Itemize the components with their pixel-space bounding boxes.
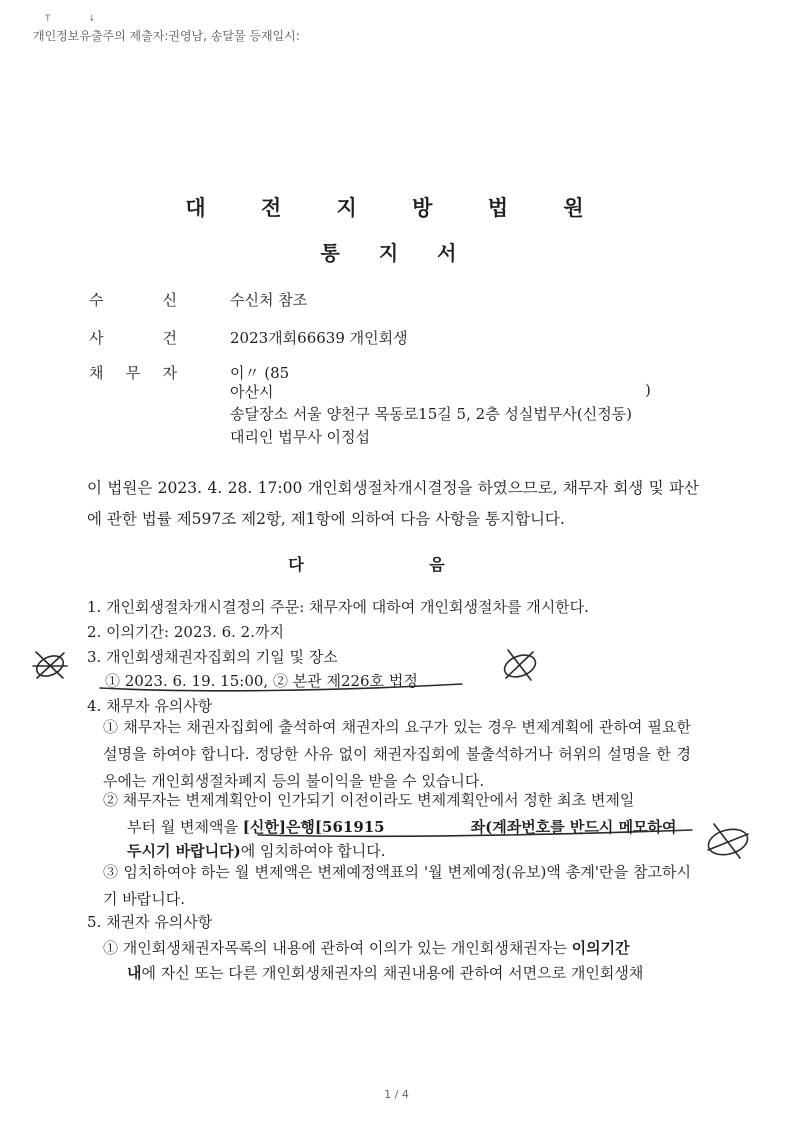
debtor-name: 이〃 (85 [230,364,290,382]
list-item-5-1-line2 [127,962,643,983]
text-segment: 에 자신 또는 다른 개인회생채권자의 채권내용에 관하여 서면으로 개인회생채 [141,964,644,982]
intro-paragraph: 이 법원은 2023. 4. 28. 17:00 개인회생절차개시결정을 하였으므로, 채무자 회생 및 파산에 관한 법률 제597조 제2항, 제1항에 의하여 다음 사항을 통지합니다. [87,479,699,528]
account-note: 좌(계좌번호를 반드시 메모하여 [470,818,677,836]
text-segment: 에 임치하여야 합니다. [240,842,386,860]
pen-star-doodle [706,824,751,859]
list-item-4-2-line2 [127,816,677,837]
document-title: 통 지 서 [320,241,473,265]
list-item-2: 2. 이의기간: 2023. 6. 2.까지 [87,623,284,641]
bank-account: [신한]은행[561915 [242,818,385,836]
list-item-1: 1. 개인회생절차개시결정의 주문: 채무자에 대하여 개인회생절차를 개시한다. [87,598,589,616]
case-value: 2023개회66639 개인회생 [230,329,408,347]
list-item-4-1: ① 채무자는 채권자집회에 출석하여 채권자의 요구가 있는 경우 변제계획에 관하여 필요한 설명을 하여야 합니다. 정당한 사유 없이 채권자집회에 불출석하거나 허위의 설명을 한 경우에는 개인회생절차폐지 등의 불이익을 받을 수 있습니다. [103,718,691,790]
agent-name: 대리인 법무사 이정섭 [230,428,370,446]
list-item-4: 4. 채무자 유의사항 [87,697,213,715]
recipient-label [89,289,177,310]
page-number: 1 / 4 [384,1088,409,1101]
scan-tick-mark: T [45,14,51,24]
debtor-label [89,362,177,383]
label-char: 신 [162,291,177,309]
list-item-3: 3. 개인회생채권자집회의 기일 및 장소 [87,648,338,666]
label-char: 사 [89,329,104,347]
emphasis: 이의기간 [571,939,630,957]
text-segment: 부터 월 변제액을 [127,818,243,836]
pen-star-doodle [502,650,539,681]
label-char: 무 [125,364,141,382]
label-char: 채 [89,364,104,382]
list-item-5: 5. 채권자 유의사항 [87,913,213,931]
account-note-end: 두시기 바랍니다) [127,842,241,860]
label-char: 수 [89,291,104,309]
court-name: 대 전 지 방 법 원 [185,196,608,220]
list-item-4-2-line1: ② 채무자는 변제계획안이 인가되기 이전이라도 변제계획안에서 정한 최초 변제일 [103,791,635,809]
service-address: 송달장소 서울 양천구 목동로15길 5, 2층 성실법무사(신정동) [230,405,633,423]
debtor-address: 아산시 [230,383,274,401]
list-item-3-detail: ① 2023. 6. 19. 15:00, ② 본관 제226호 법정 [105,672,418,690]
case-label [89,327,177,348]
list-item-4-3: ③ 임치하여야 하는 월 변제액은 변제예정액표의 '월 변제예정(유보)액 총계'란을 참고하시기 바랍니다. [103,863,691,908]
recipient-value: 수신처 참조 [230,291,308,309]
debtor-address-tail: ) [645,381,651,399]
section-title: 다 음 [288,555,505,574]
label-char: 건 [162,329,177,347]
label-char: 자 [162,364,177,382]
list-item-4-2-line3 [127,840,385,861]
scan-header-info: 개인정보유출주의 제출자:권영남, 송달물 등재일시: [33,29,300,43]
text-segment: ① 개인회생채권자목록의 내용에 관하여 이의가 있는 개인회생채권자는 [103,939,572,957]
pen-star-doodle [33,652,67,680]
list-item-5-1-line1 [103,937,630,958]
scan-tick-mark: ↓ [88,14,96,24]
emphasis: 내 [127,964,142,982]
